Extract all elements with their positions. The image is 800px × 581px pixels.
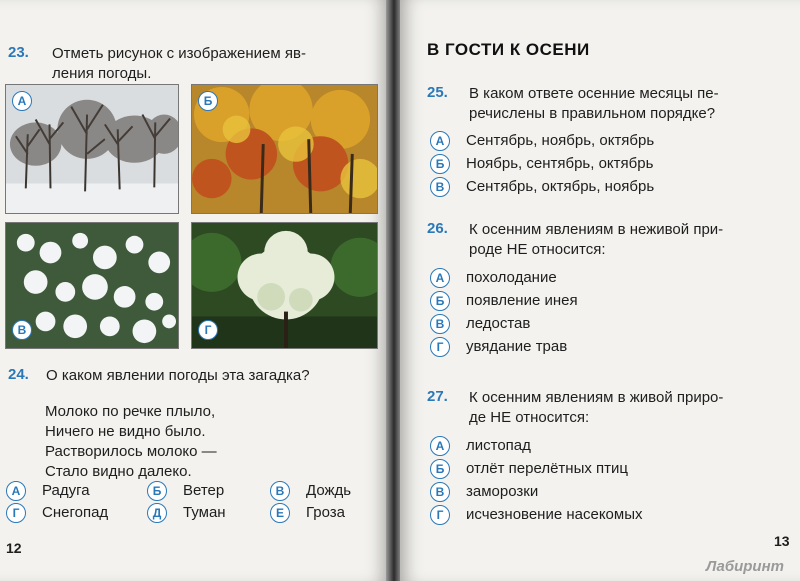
- option-text: похолодание: [466, 269, 557, 286]
- question-24: [8, 366, 378, 388]
- right-page: [400, 0, 800, 581]
- option-letter-icon[interactable]: А: [430, 268, 450, 288]
- option-text: ледостав: [466, 315, 531, 332]
- option-text: Сентябрь, октябрь, ноябрь: [466, 178, 655, 195]
- option-item[interactable]: [270, 481, 380, 503]
- riddle-poem: [45, 402, 217, 482]
- page-number: 12: [6, 540, 22, 556]
- option-item[interactable]: [6, 503, 136, 525]
- question-text-line: Отметь рисунок с изображением яв-: [52, 45, 306, 62]
- option-text: Ноябрь, сентябрь, октябрь: [466, 155, 654, 172]
- photo-winter-trees[interactable]: [5, 84, 179, 214]
- option-text: увядание трав: [466, 338, 568, 355]
- winter-trees-photo-icon: [6, 85, 178, 213]
- option-item[interactable]: [430, 482, 760, 504]
- question-number: 25.: [427, 84, 448, 101]
- photo-blooming-tree[interactable]: [191, 222, 378, 349]
- question-number: 23.: [8, 44, 29, 61]
- option-item[interactable]: [430, 268, 760, 290]
- question-27: [427, 388, 787, 430]
- autumn-trees-photo-icon: [192, 85, 377, 213]
- option-item[interactable]: [430, 154, 760, 176]
- option-item[interactable]: [430, 131, 760, 153]
- option-letter-icon[interactable]: А: [430, 131, 450, 151]
- option-text: отлёт перелётных птиц: [466, 460, 628, 477]
- option-letter-icon[interactable]: А: [12, 91, 32, 111]
- question-number: 24.: [8, 366, 29, 383]
- option-letter-icon[interactable]: Б: [198, 91, 218, 111]
- option-letter-icon[interactable]: Г: [430, 337, 450, 357]
- question-text-line: де НЕ относится:: [469, 409, 590, 426]
- option-text: исчезновение насекомых: [466, 506, 643, 523]
- option-letter-icon[interactable]: Б: [147, 481, 167, 501]
- option-letter-icon[interactable]: Б: [430, 291, 450, 311]
- option-item[interactable]: [430, 337, 760, 359]
- option-letter-icon[interactable]: А: [430, 436, 450, 456]
- option-item[interactable]: [6, 481, 136, 503]
- option-item[interactable]: [147, 503, 257, 525]
- option-letter-icon[interactable]: В: [12, 320, 32, 340]
- option-text: Сентябрь, ноябрь, октябрь: [466, 132, 655, 149]
- question-number: 26.: [427, 220, 448, 237]
- option-item[interactable]: [430, 459, 760, 481]
- option-item[interactable]: [430, 505, 760, 527]
- question-text-line: К осенним явлениям в неживой при-: [469, 221, 724, 238]
- option-item[interactable]: [430, 177, 760, 199]
- option-letter-icon[interactable]: В: [270, 481, 290, 501]
- riddle-line: Ничего не видно было.: [45, 423, 206, 440]
- option-letter-icon[interactable]: Г: [430, 505, 450, 525]
- option-item[interactable]: [147, 481, 257, 503]
- question-text-line: ления погоды.: [52, 65, 152, 82]
- option-letter-icon[interactable]: В: [430, 177, 450, 197]
- option-text: Радуга: [42, 482, 90, 499]
- section-title: В ГОСТИ К ОСЕНИ: [427, 40, 590, 59]
- option-text: Гроза: [306, 504, 346, 521]
- photo-autumn-trees[interactable]: [191, 84, 378, 214]
- option-text: Дождь: [306, 482, 352, 499]
- option-text: заморозки: [466, 483, 539, 500]
- option-letter-icon[interactable]: В: [430, 314, 450, 334]
- left-page: [0, 0, 388, 581]
- option-item[interactable]: [270, 503, 380, 525]
- option-item[interactable]: [430, 291, 760, 313]
- question-text-line: роде НЕ относится:: [469, 241, 606, 258]
- question-number: 27.: [427, 388, 448, 405]
- question-25: [427, 84, 787, 126]
- option-letter-icon[interactable]: Б: [430, 154, 450, 174]
- option-text: Ветер: [183, 482, 225, 499]
- option-text: появление инея: [466, 292, 578, 309]
- riddle-line: Стало видно далеко.: [45, 463, 192, 480]
- blooming-tree-photo-icon: [192, 223, 377, 348]
- question-text: О каком явлении погоды эта загадка?: [46, 367, 310, 384]
- riddle-line: Молоко по речке плыло,: [45, 403, 216, 420]
- option-letter-icon[interactable]: Г: [198, 320, 218, 340]
- option-letter-icon[interactable]: Г: [6, 503, 26, 523]
- page-number: 13: [774, 533, 790, 549]
- question-23: [8, 44, 378, 86]
- option-letter-icon[interactable]: Д: [147, 503, 167, 523]
- riddle-line: Растворилось молоко —: [45, 443, 217, 460]
- option-text: листопад: [466, 437, 531, 454]
- option-letter-icon[interactable]: В: [430, 482, 450, 502]
- question-26: [427, 220, 787, 262]
- photo-hail[interactable]: [5, 222, 179, 349]
- watermark-logo: Лабиринт: [705, 558, 784, 575]
- question-text-line: речислены в правильном порядке?: [469, 105, 716, 122]
- option-text: Снегопад: [42, 504, 109, 521]
- option-item[interactable]: [430, 436, 760, 458]
- question-text-line: К осенним явлениям в живой приро-: [469, 389, 724, 406]
- question-text-line: В каком ответе осенние месяцы пе-: [469, 85, 719, 102]
- option-letter-icon[interactable]: Б: [430, 459, 450, 479]
- option-item[interactable]: [430, 314, 760, 336]
- option-letter-icon[interactable]: А: [6, 481, 26, 501]
- option-text: Туман: [183, 504, 226, 521]
- option-letter-icon[interactable]: Е: [270, 503, 290, 523]
